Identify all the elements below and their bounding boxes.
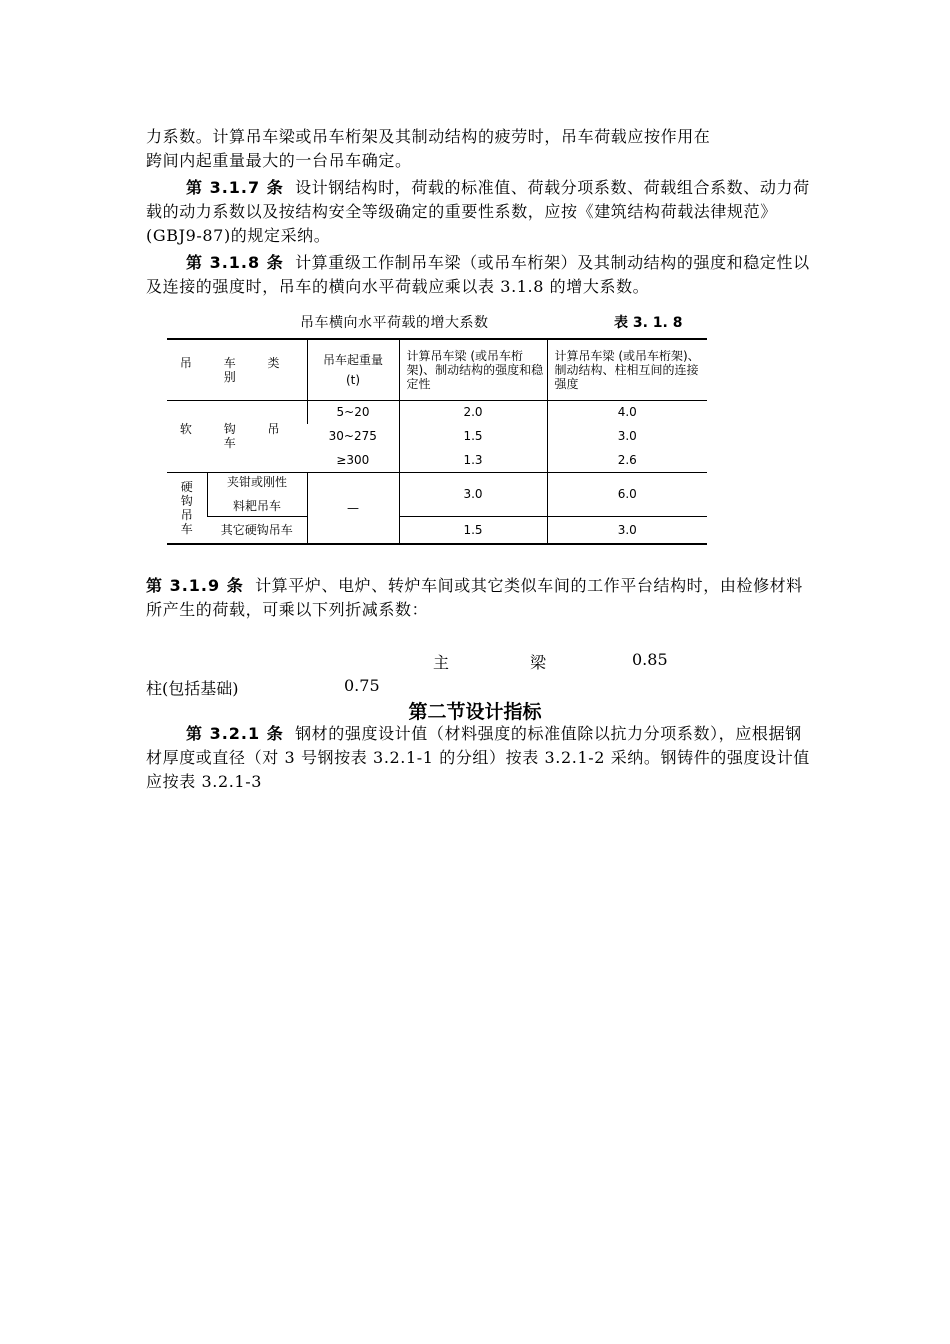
value-cell: 3.0 — [547, 516, 707, 544]
clause-number: 第 3.2.1 条 — [186, 724, 284, 743]
clause-3-1-7 — [146, 176, 811, 248]
value-cell: 3.0 — [547, 424, 707, 448]
table-header-row — [167, 339, 707, 400]
value-cell: 1.5 — [399, 424, 547, 448]
clause-3-2-1 — [146, 722, 811, 794]
column-value: 0.75 — [344, 676, 380, 695]
column-label: 柱(包括基础) — [146, 679, 239, 698]
clause-text: 钢材的强度设计值（材料强度的标准值除以抗力分项系数），应根据钢材厚度或直径（对 3 号钢按表 3.2.1-1 的分组）按表 3.2.1-2 采纳。钢铸件的强度设计值应按表 3.2.1-3 — [146, 724, 810, 791]
clause-number: 第 3.1.8 条 — [186, 253, 284, 272]
capacity-cell: ≥300 — [336, 452, 370, 467]
paragraph-continuation — [146, 125, 811, 173]
section-title: 第二节设计指标 — [408, 701, 542, 723]
main-beam-value: 0.85 — [632, 650, 668, 669]
clause-text: 计算平炉、电炉、转炉车间或其它类似车间的工作平台结构时，由检修材料所产生的荷载，可乘以下列折减系数： — [146, 576, 803, 619]
main-beam-label-a: 主 — [433, 653, 450, 672]
hard-hook-label: 硬 钩 吊 车 — [167, 472, 207, 544]
soft-hook-label: 软 钩 吊 车 — [167, 400, 307, 472]
capacity-cell: — — [307, 472, 399, 544]
hard-hook-subtype-other: 其它硬钩吊车 — [207, 516, 307, 544]
hard-hook-subtype-clamp: 夹钳或刚性 料耙吊车 — [207, 472, 307, 516]
table-row — [167, 400, 707, 424]
value-cell: 2.0 — [399, 400, 547, 424]
value-cell: 1.5 — [399, 516, 547, 544]
table-row — [167, 516, 707, 544]
main-beam-label-b: 梁 — [530, 653, 547, 672]
clause-text: 设计钢结构时，荷载的标准值、荷载分项系数、荷载组合系数、动力荷载的动力系数以及按结构安全等级确定的重要性系数，应按《建筑结构荷载法律规范》(GBJ9-87)的规定采纳。 — [146, 178, 810, 245]
value-cell: 3.0 — [399, 472, 547, 516]
clause-text: 计算重级工作制吊车梁（或吊车桁架）及其制动结构的强度和稳定性以及连接的强度时，吊车的横向水平荷载应乘以表 3.1.8 的增大系数。 — [146, 253, 810, 296]
header-connection-strength: 计算吊车梁 (或吊车桁架)、制动结构、柱相互间的连接强度 — [547, 339, 707, 400]
value-cell: 6.0 — [547, 472, 707, 516]
coefficient-table — [167, 338, 707, 545]
value-cell: 1.3 — [399, 448, 547, 472]
header-category: 吊 车 类 别 — [179, 355, 294, 384]
table-number: 表 3. 1. 8 — [614, 315, 683, 331]
header-strength-stability: 计算吊车梁 (或吊车桁架)、制动结构的强度和稳定性 — [399, 339, 547, 400]
value-cell: 2.6 — [547, 448, 707, 472]
clause-3-1-9 — [146, 574, 811, 622]
table-title: 吊车横向水平荷载的增大系数 — [300, 315, 489, 331]
table-row — [167, 472, 707, 516]
clause-number: 第 3.1.7 条 — [186, 178, 284, 197]
clause-3-1-8 — [146, 251, 811, 299]
text-line: 跨间内起重量最大的一台吊车确定。 — [146, 151, 412, 170]
clause-number: 第 3.1.9 条 — [146, 576, 244, 595]
capacity-cell: 30~275 — [328, 429, 377, 443]
header-capacity: 吊车起重量 (t) — [307, 339, 399, 400]
value-cell: 4.0 — [547, 400, 707, 424]
capacity-cell: 5~20 — [307, 400, 399, 424]
text-line: 力系数。计算吊车梁或吊车桁架及其制动结构的疲劳时，吊车荷载应按作用在 — [146, 127, 711, 146]
